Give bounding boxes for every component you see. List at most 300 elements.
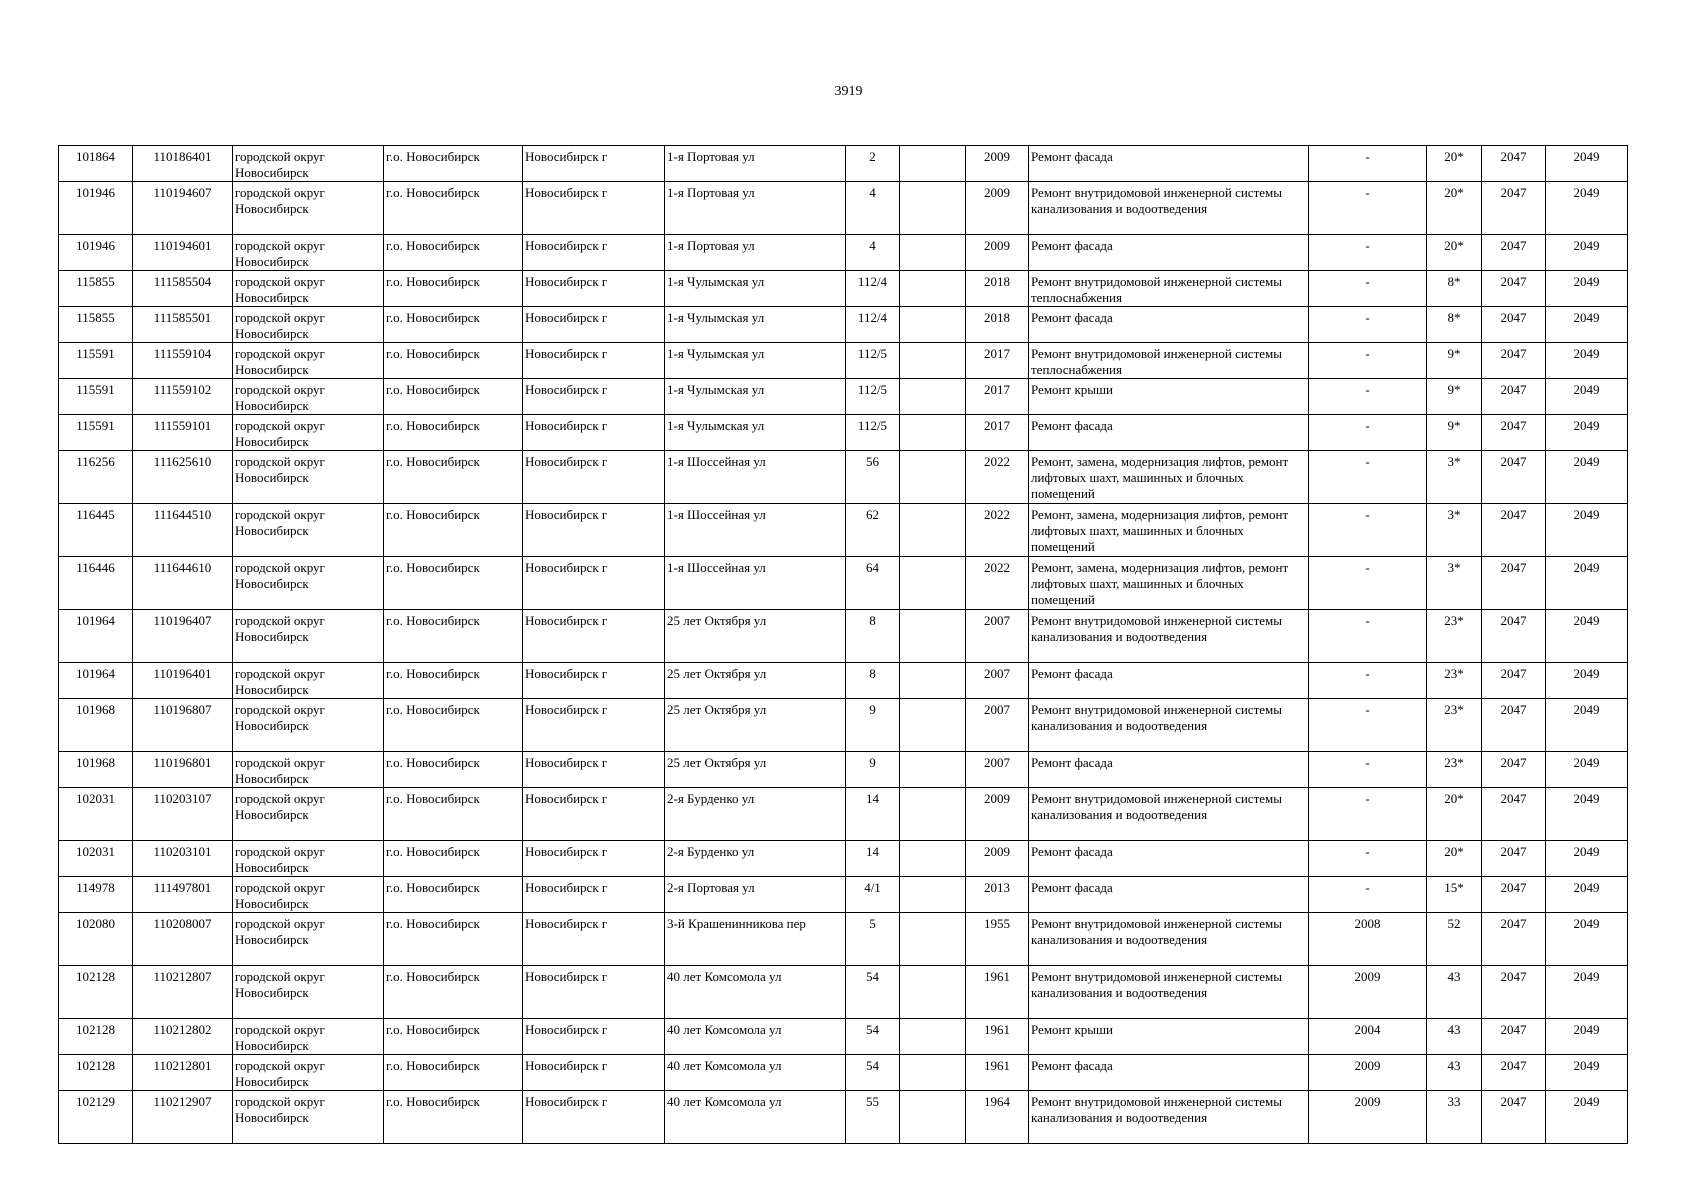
work-id-cell: 111497801 bbox=[133, 877, 233, 913]
house-number-cell: 62 bbox=[846, 504, 900, 557]
locality-cell: Новосибирск г bbox=[523, 1019, 665, 1055]
house-number-cell: 112/4 bbox=[846, 307, 900, 343]
plan-end-cell: 2049 bbox=[1546, 752, 1628, 788]
work-id-cell: 110194607 bbox=[133, 182, 233, 235]
house-id-cell: 115591 bbox=[59, 415, 133, 451]
page-number: 3919 bbox=[834, 84, 863, 99]
work-id-cell: 110186401 bbox=[133, 146, 233, 182]
house-id-cell: 116256 bbox=[59, 451, 133, 504]
table-row bbox=[59, 699, 1628, 752]
plan-end-cell: 2049 bbox=[1546, 877, 1628, 913]
house-number-cell: 14 bbox=[846, 841, 900, 877]
locality-cell: Новосибирск г bbox=[523, 663, 665, 699]
building-cell bbox=[900, 307, 966, 343]
work-id-cell: 111585501 bbox=[133, 307, 233, 343]
table-row bbox=[59, 415, 1628, 451]
locality-cell: Новосибирск г bbox=[523, 1055, 665, 1091]
table-row bbox=[59, 379, 1628, 415]
locality-cell: Новосибирск г bbox=[523, 610, 665, 663]
last-repair-year-cell: - bbox=[1309, 841, 1427, 877]
locality-cell: Новосибирск г bbox=[523, 415, 665, 451]
municipality-cell: г.о. Новосибирск bbox=[384, 663, 523, 699]
street-cell: 1-я Портовая ул bbox=[665, 182, 846, 235]
last-repair-year-cell: - bbox=[1309, 699, 1427, 752]
street-cell: 2-я Портовая ул bbox=[665, 877, 846, 913]
house-id-cell: 101946 bbox=[59, 235, 133, 271]
house-id-cell: 116446 bbox=[59, 557, 133, 610]
house-number-cell: 4 bbox=[846, 235, 900, 271]
wear-cell: 8* bbox=[1427, 307, 1482, 343]
house-id-cell: 101864 bbox=[59, 146, 133, 182]
street-cell: 1-я Чулымская ул bbox=[665, 307, 846, 343]
plan-end-cell: 2049 bbox=[1546, 841, 1628, 877]
wear-cell: 20* bbox=[1427, 235, 1482, 271]
plan-end-cell: 2049 bbox=[1546, 1091, 1628, 1144]
municipality-cell: г.о. Новосибирск bbox=[384, 343, 523, 379]
street-cell: 25 лет Октября ул bbox=[665, 663, 846, 699]
house-id-cell: 115591 bbox=[59, 379, 133, 415]
last-repair-year-cell: - bbox=[1309, 271, 1427, 307]
street-cell: 1-я Чулымская ул bbox=[665, 271, 846, 307]
table-row bbox=[59, 182, 1628, 235]
street-cell: 1-я Шоссейная ул bbox=[665, 504, 846, 557]
plan-end-cell: 2049 bbox=[1546, 1055, 1628, 1091]
plan-end-cell: 2049 bbox=[1546, 415, 1628, 451]
plan-end-cell: 2049 bbox=[1546, 504, 1628, 557]
building-cell bbox=[900, 557, 966, 610]
plan-start-cell: 2047 bbox=[1482, 182, 1546, 235]
house-number-cell: 4/1 bbox=[846, 877, 900, 913]
table-row bbox=[59, 451, 1628, 504]
municipality-cell: г.о. Новосибирск bbox=[384, 788, 523, 841]
table-row bbox=[59, 1055, 1628, 1091]
plan-start-cell: 2047 bbox=[1482, 379, 1546, 415]
wear-cell: 3* bbox=[1427, 451, 1482, 504]
district-cell: городской округ Новосибирск bbox=[233, 913, 384, 966]
locality-cell: Новосибирск г bbox=[523, 557, 665, 610]
district-cell: городской округ Новосибирск bbox=[233, 182, 384, 235]
municipality-cell: г.о. Новосибирск bbox=[384, 752, 523, 788]
table-row bbox=[59, 752, 1628, 788]
wear-cell: 23* bbox=[1427, 699, 1482, 752]
house-id-cell: 102031 bbox=[59, 788, 133, 841]
street-cell: 1-я Портовая ул bbox=[665, 235, 846, 271]
municipality-cell: г.о. Новосибирск bbox=[384, 1019, 523, 1055]
work-type-cell: Ремонт фасада bbox=[1029, 877, 1309, 913]
build-year-cell: 2018 bbox=[966, 307, 1029, 343]
plan-start-cell: 2047 bbox=[1482, 877, 1546, 913]
wear-cell: 9* bbox=[1427, 343, 1482, 379]
plan-start-cell: 2047 bbox=[1482, 788, 1546, 841]
municipality-cell: г.о. Новосибирск bbox=[384, 451, 523, 504]
building-cell bbox=[900, 699, 966, 752]
street-cell: 1-я Портовая ул bbox=[665, 146, 846, 182]
building-cell bbox=[900, 235, 966, 271]
plan-end-cell: 2049 bbox=[1546, 307, 1628, 343]
building-cell bbox=[900, 841, 966, 877]
build-year-cell: 2007 bbox=[966, 610, 1029, 663]
last-repair-year-cell: 2009 bbox=[1309, 1091, 1427, 1144]
street-cell: 2-я Бурденко ул bbox=[665, 788, 846, 841]
municipality-cell: г.о. Новосибирск bbox=[384, 307, 523, 343]
street-cell: 1-я Шоссейная ул bbox=[665, 557, 846, 610]
work-type-cell: Ремонт, замена, модернизация лифтов, ремонт лифтовых шахт, машинных и блочных помещений bbox=[1029, 504, 1309, 557]
last-repair-year-cell: 2008 bbox=[1309, 913, 1427, 966]
district-cell: городской округ Новосибирск bbox=[233, 1019, 384, 1055]
table-row bbox=[59, 966, 1628, 1019]
municipality-cell: г.о. Новосибирск bbox=[384, 235, 523, 271]
plan-start-cell: 2047 bbox=[1482, 1055, 1546, 1091]
house-number-cell: 9 bbox=[846, 699, 900, 752]
locality-cell: Новосибирск г bbox=[523, 1091, 665, 1144]
plan-start-cell: 2047 bbox=[1482, 235, 1546, 271]
build-year-cell: 1961 bbox=[966, 1055, 1029, 1091]
plan-start-cell: 2047 bbox=[1482, 966, 1546, 1019]
house-number-cell: 112/5 bbox=[846, 415, 900, 451]
house-id-cell: 102031 bbox=[59, 841, 133, 877]
plan-start-cell: 2047 bbox=[1482, 146, 1546, 182]
work-type-cell: Ремонт крыши bbox=[1029, 379, 1309, 415]
locality-cell: Новосибирск г bbox=[523, 504, 665, 557]
municipality-cell: г.о. Новосибирск bbox=[384, 610, 523, 663]
build-year-cell: 2022 bbox=[966, 451, 1029, 504]
building-cell bbox=[900, 752, 966, 788]
building-cell bbox=[900, 379, 966, 415]
building-cell bbox=[900, 504, 966, 557]
house-number-cell: 54 bbox=[846, 1055, 900, 1091]
plan-start-cell: 2047 bbox=[1482, 841, 1546, 877]
wear-cell: 33 bbox=[1427, 1091, 1482, 1144]
last-repair-year-cell: - bbox=[1309, 415, 1427, 451]
district-cell: городской округ Новосибирск bbox=[233, 1091, 384, 1144]
table-row bbox=[59, 146, 1628, 182]
plan-end-cell: 2049 bbox=[1546, 610, 1628, 663]
table-row bbox=[59, 307, 1628, 343]
house-id-cell: 115855 bbox=[59, 271, 133, 307]
house-number-cell: 55 bbox=[846, 1091, 900, 1144]
table-row bbox=[59, 271, 1628, 307]
work-type-cell: Ремонт внутридомовой инженерной системы канализования и водоотведения bbox=[1029, 699, 1309, 752]
last-repair-year-cell: - bbox=[1309, 343, 1427, 379]
wear-cell: 43 bbox=[1427, 1019, 1482, 1055]
wear-cell: 9* bbox=[1427, 379, 1482, 415]
work-id-cell: 111625610 bbox=[133, 451, 233, 504]
build-year-cell: 2013 bbox=[966, 877, 1029, 913]
plan-end-cell: 2049 bbox=[1546, 557, 1628, 610]
table-row bbox=[59, 841, 1628, 877]
last-repair-year-cell: - bbox=[1309, 788, 1427, 841]
work-type-cell: Ремонт внутридомовой инженерной системы канализования и водоотведения bbox=[1029, 610, 1309, 663]
work-type-cell: Ремонт внутридомовой инженерной системы канализования и водоотведения bbox=[1029, 788, 1309, 841]
work-type-cell: Ремонт, замена, модернизация лифтов, ремонт лифтовых шахт, машинных и блочных помещений bbox=[1029, 451, 1309, 504]
house-number-cell: 112/5 bbox=[846, 379, 900, 415]
municipality-cell: г.о. Новосибирск bbox=[384, 182, 523, 235]
last-repair-year-cell: - bbox=[1309, 182, 1427, 235]
table-row bbox=[59, 663, 1628, 699]
build-year-cell: 2007 bbox=[966, 663, 1029, 699]
building-cell bbox=[900, 182, 966, 235]
wear-cell: 9* bbox=[1427, 415, 1482, 451]
house-id-cell: 101968 bbox=[59, 699, 133, 752]
locality-cell: Новосибирск г bbox=[523, 877, 665, 913]
building-cell bbox=[900, 788, 966, 841]
district-cell: городской округ Новосибирск bbox=[233, 966, 384, 1019]
work-type-cell: Ремонт фасада bbox=[1029, 1055, 1309, 1091]
work-id-cell: 111559101 bbox=[133, 415, 233, 451]
plan-end-cell: 2049 bbox=[1546, 379, 1628, 415]
street-cell: 25 лет Октября ул bbox=[665, 610, 846, 663]
work-id-cell: 111559102 bbox=[133, 379, 233, 415]
work-id-cell: 110196407 bbox=[133, 610, 233, 663]
work-type-cell: Ремонт фасада bbox=[1029, 307, 1309, 343]
table-row bbox=[59, 610, 1628, 663]
build-year-cell: 2017 bbox=[966, 379, 1029, 415]
street-cell: 1-я Чулымская ул bbox=[665, 379, 846, 415]
table-row bbox=[59, 788, 1628, 841]
house-id-cell: 101968 bbox=[59, 752, 133, 788]
work-type-cell: Ремонт внутридомовой инженерной системы канализования и водоотведения bbox=[1029, 1091, 1309, 1144]
district-cell: городской округ Новосибирск bbox=[233, 451, 384, 504]
work-type-cell: Ремонт фасада bbox=[1029, 146, 1309, 182]
build-year-cell: 2009 bbox=[966, 235, 1029, 271]
work-type-cell: Ремонт внутридомовой инженерной системы канализования и водоотведения bbox=[1029, 966, 1309, 1019]
last-repair-year-cell: - bbox=[1309, 610, 1427, 663]
municipality-cell: г.о. Новосибирск bbox=[384, 146, 523, 182]
municipality-cell: г.о. Новосибирск bbox=[384, 271, 523, 307]
house-id-cell: 101946 bbox=[59, 182, 133, 235]
house-number-cell: 64 bbox=[846, 557, 900, 610]
work-type-cell: Ремонт фасада bbox=[1029, 235, 1309, 271]
wear-cell: 3* bbox=[1427, 504, 1482, 557]
plan-end-cell: 2049 bbox=[1546, 235, 1628, 271]
table-row bbox=[59, 343, 1628, 379]
wear-cell: 52 bbox=[1427, 913, 1482, 966]
table-row bbox=[59, 504, 1628, 557]
table-body bbox=[59, 146, 1628, 1144]
build-year-cell: 1961 bbox=[966, 966, 1029, 1019]
work-id-cell: 111559104 bbox=[133, 343, 233, 379]
last-repair-year-cell: - bbox=[1309, 451, 1427, 504]
plan-end-cell: 2049 bbox=[1546, 182, 1628, 235]
work-type-cell: Ремонт, замена, модернизация лифтов, ремонт лифтовых шахт, машинных и блочных помещений bbox=[1029, 557, 1309, 610]
work-id-cell: 110196401 bbox=[133, 663, 233, 699]
building-cell bbox=[900, 913, 966, 966]
plan-start-cell: 2047 bbox=[1482, 699, 1546, 752]
table-row bbox=[59, 1019, 1628, 1055]
house-number-cell: 5 bbox=[846, 913, 900, 966]
plan-start-cell: 2047 bbox=[1482, 557, 1546, 610]
plan-start-cell: 2047 bbox=[1482, 343, 1546, 379]
street-cell: 25 лет Октября ул bbox=[665, 699, 846, 752]
plan-start-cell: 2047 bbox=[1482, 307, 1546, 343]
building-cell bbox=[900, 415, 966, 451]
municipality-cell: г.о. Новосибирск bbox=[384, 966, 523, 1019]
district-cell: городской округ Новосибирск bbox=[233, 379, 384, 415]
district-cell: городской округ Новосибирск bbox=[233, 788, 384, 841]
house-number-cell: 112/4 bbox=[846, 271, 900, 307]
wear-cell: 20* bbox=[1427, 146, 1482, 182]
work-type-cell: Ремонт крыши bbox=[1029, 1019, 1309, 1055]
work-id-cell: 110203107 bbox=[133, 788, 233, 841]
house-id-cell: 102080 bbox=[59, 913, 133, 966]
work-id-cell: 110212802 bbox=[133, 1019, 233, 1055]
plan-end-cell: 2049 bbox=[1546, 913, 1628, 966]
street-cell: 40 лет Комсомола ул bbox=[665, 1055, 846, 1091]
house-id-cell: 102128 bbox=[59, 1019, 133, 1055]
street-cell: 40 лет Комсомола ул bbox=[665, 1019, 846, 1055]
work-type-cell: Ремонт фасада bbox=[1029, 415, 1309, 451]
work-type-cell: Ремонт фасада bbox=[1029, 752, 1309, 788]
work-type-cell: Ремонт внутридомовой инженерной системы канализования и водоотведения bbox=[1029, 182, 1309, 235]
locality-cell: Новосибирск г bbox=[523, 913, 665, 966]
work-id-cell: 111644610 bbox=[133, 557, 233, 610]
table-row bbox=[59, 877, 1628, 913]
locality-cell: Новосибирск г bbox=[523, 146, 665, 182]
house-id-cell: 101964 bbox=[59, 663, 133, 699]
house-id-cell: 102128 bbox=[59, 1055, 133, 1091]
build-year-cell: 2017 bbox=[966, 343, 1029, 379]
municipality-cell: г.о. Новосибирск bbox=[384, 877, 523, 913]
house-number-cell: 9 bbox=[846, 752, 900, 788]
plan-end-cell: 2049 bbox=[1546, 146, 1628, 182]
work-id-cell: 111585504 bbox=[133, 271, 233, 307]
street-cell: 2-я Бурденко ул bbox=[665, 841, 846, 877]
plan-start-cell: 2047 bbox=[1482, 271, 1546, 307]
building-cell bbox=[900, 610, 966, 663]
table-row bbox=[59, 557, 1628, 610]
district-cell: городской округ Новосибирск bbox=[233, 557, 384, 610]
municipality-cell: г.о. Новосибирск bbox=[384, 415, 523, 451]
plan-end-cell: 2049 bbox=[1546, 343, 1628, 379]
street-cell: 40 лет Комсомола ул bbox=[665, 1091, 846, 1144]
locality-cell: Новосибирск г bbox=[523, 271, 665, 307]
plan-start-cell: 2047 bbox=[1482, 1091, 1546, 1144]
building-cell bbox=[900, 1055, 966, 1091]
house-id-cell: 116445 bbox=[59, 504, 133, 557]
district-cell: городской округ Новосибирск bbox=[233, 415, 384, 451]
municipality-cell: г.о. Новосибирск bbox=[384, 504, 523, 557]
house-number-cell: 54 bbox=[846, 966, 900, 1019]
build-year-cell: 2017 bbox=[966, 415, 1029, 451]
work-id-cell: 111644510 bbox=[133, 504, 233, 557]
plan-end-cell: 2049 bbox=[1546, 271, 1628, 307]
work-type-cell: Ремонт внутридомовой инженерной системы теплоснабжения bbox=[1029, 271, 1309, 307]
build-year-cell: 2009 bbox=[966, 146, 1029, 182]
build-year-cell: 2007 bbox=[966, 699, 1029, 752]
street-cell: 1-я Чулымская ул bbox=[665, 415, 846, 451]
last-repair-year-cell: - bbox=[1309, 877, 1427, 913]
district-cell: городской округ Новосибирск bbox=[233, 1055, 384, 1091]
locality-cell: Новосибирск г bbox=[523, 752, 665, 788]
building-cell bbox=[900, 1019, 966, 1055]
municipality-cell: г.о. Новосибирск bbox=[384, 1055, 523, 1091]
building-cell bbox=[900, 1091, 966, 1144]
last-repair-year-cell: - bbox=[1309, 504, 1427, 557]
plan-start-cell: 2047 bbox=[1482, 752, 1546, 788]
district-cell: городской округ Новосибирск bbox=[233, 343, 384, 379]
building-cell bbox=[900, 877, 966, 913]
wear-cell: 23* bbox=[1427, 752, 1482, 788]
plan-start-cell: 2047 bbox=[1482, 913, 1546, 966]
wear-cell: 3* bbox=[1427, 557, 1482, 610]
house-id-cell: 115855 bbox=[59, 307, 133, 343]
last-repair-year-cell: - bbox=[1309, 235, 1427, 271]
plan-end-cell: 2049 bbox=[1546, 1019, 1628, 1055]
house-number-cell: 4 bbox=[846, 182, 900, 235]
building-cell bbox=[900, 451, 966, 504]
plan-end-cell: 2049 bbox=[1546, 788, 1628, 841]
house-id-cell: 101964 bbox=[59, 610, 133, 663]
district-cell: городской округ Новосибирск bbox=[233, 841, 384, 877]
house-id-cell: 115591 bbox=[59, 343, 133, 379]
build-year-cell: 1961 bbox=[966, 1019, 1029, 1055]
street-cell: 25 лет Октября ул bbox=[665, 752, 846, 788]
plan-end-cell: 2049 bbox=[1546, 663, 1628, 699]
wear-cell: 20* bbox=[1427, 788, 1482, 841]
building-cell bbox=[900, 663, 966, 699]
locality-cell: Новосибирск г bbox=[523, 841, 665, 877]
plan-start-cell: 2047 bbox=[1482, 451, 1546, 504]
house-id-cell: 102129 bbox=[59, 1091, 133, 1144]
locality-cell: Новосибирск г bbox=[523, 307, 665, 343]
building-cell bbox=[900, 966, 966, 1019]
last-repair-year-cell: - bbox=[1309, 752, 1427, 788]
build-year-cell: 2007 bbox=[966, 752, 1029, 788]
wear-cell: 20* bbox=[1427, 182, 1482, 235]
plan-start-cell: 2047 bbox=[1482, 415, 1546, 451]
district-cell: городской округ Новосибирск bbox=[233, 307, 384, 343]
house-id-cell: 114978 bbox=[59, 877, 133, 913]
municipality-cell: г.о. Новосибирск bbox=[384, 913, 523, 966]
district-cell: городской округ Новосибирск bbox=[233, 877, 384, 913]
build-year-cell: 2009 bbox=[966, 788, 1029, 841]
street-cell: 40 лет Комсомола ул bbox=[665, 966, 846, 1019]
wear-cell: 20* bbox=[1427, 841, 1482, 877]
table-row bbox=[59, 235, 1628, 271]
house-number-cell: 56 bbox=[846, 451, 900, 504]
table-row bbox=[59, 913, 1628, 966]
district-cell: городской округ Новосибирск bbox=[233, 699, 384, 752]
house-number-cell: 2 bbox=[846, 146, 900, 182]
locality-cell: Новосибирск г bbox=[523, 379, 665, 415]
last-repair-year-cell: 2009 bbox=[1309, 966, 1427, 1019]
wear-cell: 23* bbox=[1427, 663, 1482, 699]
last-repair-year-cell: 2009 bbox=[1309, 1055, 1427, 1091]
last-repair-year-cell: - bbox=[1309, 557, 1427, 610]
last-repair-year-cell: - bbox=[1309, 379, 1427, 415]
table-row bbox=[59, 1091, 1628, 1144]
locality-cell: Новосибирск г bbox=[523, 343, 665, 379]
district-cell: городской округ Новосибирск bbox=[233, 504, 384, 557]
municipality-cell: г.о. Новосибирск bbox=[384, 1091, 523, 1144]
work-id-cell: 110203101 bbox=[133, 841, 233, 877]
work-type-cell: Ремонт внутридомовой инженерной системы канализования и водоотведения bbox=[1029, 913, 1309, 966]
district-cell: городской округ Новосибирск bbox=[233, 663, 384, 699]
repair-schedule-table bbox=[58, 145, 1628, 1144]
wear-cell: 23* bbox=[1427, 610, 1482, 663]
building-cell bbox=[900, 343, 966, 379]
build-year-cell: 2009 bbox=[966, 841, 1029, 877]
last-repair-year-cell: 2004 bbox=[1309, 1019, 1427, 1055]
plan-start-cell: 2047 bbox=[1482, 504, 1546, 557]
work-id-cell: 110196801 bbox=[133, 752, 233, 788]
work-type-cell: Ремонт внутридомовой инженерной системы теплоснабжения bbox=[1029, 343, 1309, 379]
wear-cell: 43 bbox=[1427, 1055, 1482, 1091]
build-year-cell: 2022 bbox=[966, 557, 1029, 610]
plan-start-cell: 2047 bbox=[1482, 663, 1546, 699]
district-cell: городской округ Новосибирск bbox=[233, 271, 384, 307]
work-type-cell: Ремонт фасада bbox=[1029, 663, 1309, 699]
